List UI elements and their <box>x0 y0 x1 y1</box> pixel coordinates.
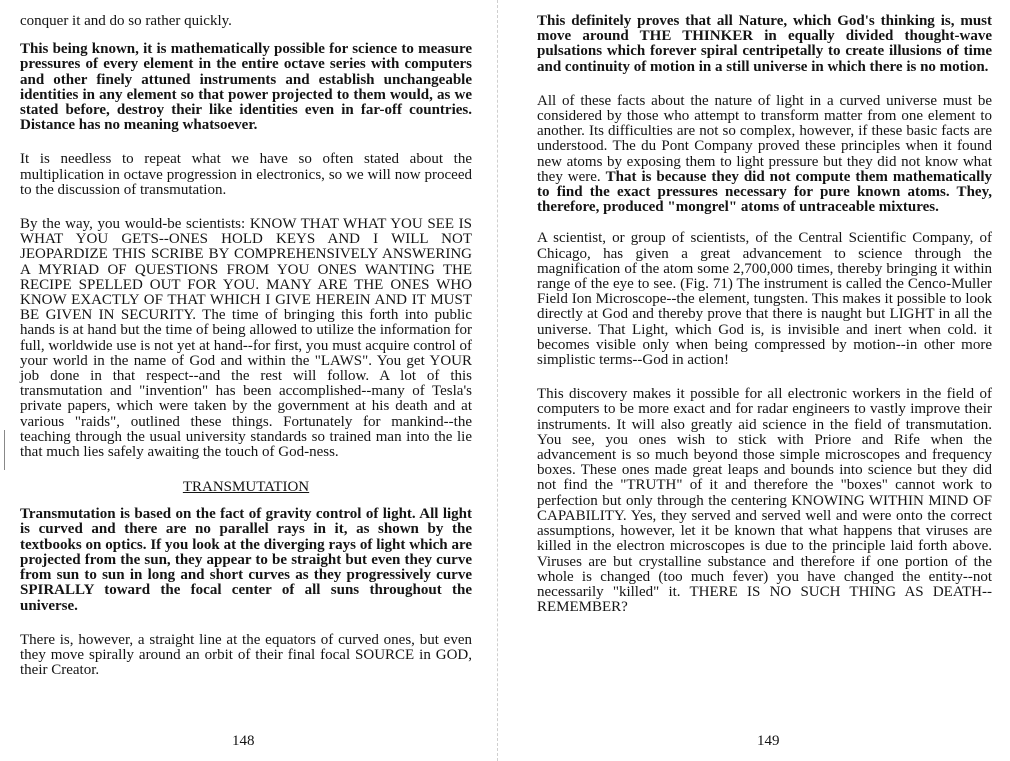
left-paragraph-2: This being known, it is mathematically possible for science to measure pressures of every element in the entire octave series with computers and other finely attuned instruments and establish unchangeable identities in any element so that power projected to them would, as we stated before, destroy their like identities even in far-off countries. Distance has no meaning whatsoever. <box>20 41 472 134</box>
left-page-number: 148 <box>232 733 255 749</box>
right-paragraph-3: A scientist, or group of scientists, of the Central Scientific Company, of Chicago, has given a great advancement to science through the magnification of the atom some 2,700,000 times, thereby bringing it within range of the eye to see. (Fig. 71) The instrument is called the Cenco-Muller Field Ion Microscope--the element, tungsten. This makes it possible to look directly at God and thereby prove that there is naught but LIGHT in all the universe. That Light, which God is, is invisible and inert when cold. it becomes visible only when being compressed by motion--in other more simplistic terms--God in action! <box>537 230 992 369</box>
right-paragraph-1: This definitely proves that all Nature, which God's thinking is, must move around THE THINKER in equally divided thought-wave pulsations which forever spiral centripetally to create illusions of time and continuity of motion in a still universe in which there is no motion. <box>537 13 992 75</box>
left-paragraph-6: There is, however, a straight line at the equators of curved ones, but even they move spirally around an orbit of their final focal SOURCE in GOD, their Creator. <box>20 631 472 679</box>
left-paragraph-5: Transmutation is based on the fact of gravity control of light. All light is curved and there are no parallel rays in it, as shown by the textbooks on optics. If you look at the diverging rays of light which are projected from the sun, they appear to be straight but even they curve from sun to sun in long and short curves as they progressively curve SPIRALLY toward the focal center of all suns throughout the universe. <box>20 506 472 614</box>
left-paragraph-4: By the way, you would-be scientists: KNOW THAT WHAT YOU SEE IS WHAT YOU GETS--ONES HOLD KEYS AND I WILL NOT JEOPARDIZE THIS SCRIBE BY COMPREHENSIVELY ANSWERING A MYRIAD OF QUESTIONS FROM YOU ONES WANTING THE RECIPE SPELLED OUT FOR YOU. MANY ARE THE ONES WHO KNOW EXACTLY OF THAT WHICH I GIVE HEREIN AND IT MUST BE GIVEN IN SECURITY. The time of bringing this forth into public hands is at hand but the time of being allowed to utilize the information for full, worldwide use is not yet at hand--for first, you must acquire control of your world in the name of God and within the "LAWS". You get YOUR job done in that respect--and the rest will follow. A lot of this transmutation and "invention" has been accomplished--many of Tesla's private papers, which were taken by the government at his death and at various "raids", outlined these things. Fortunately for mankind--the teaching through the usual university standards so trained man into the lie that much lies safely awaiting the touch of God-ness. <box>20 216 472 461</box>
left-page <box>20 14 472 697</box>
right-paragraph-4: This discovery makes it possible for all electronic workers in the field of computers to be more exact and for radar engineers to vastly improve their instruments. It will also greatly aid science in the field of transmutation. You see, you ones wish to stick with Priore and Rife when the advancement is so much beyond those simple microscopes and frequency boxes. These ones made great leaps and bounds into science but they did not find the "TRUTH" of it and therefore the "boxes" cannot work to perfection but only through the centering KNOWING WITHIN MIND OF CAPABILITY. Yes, they served and served well and were onto the correct assumptions, however, let it be known that what happens that viruses are killed in the electron microscopes is due to the principle laid forth above. Viruses are but crystalline substance and therefore if one portion of the whole is changed (too much fever) you have changed the entity--not necessarily "killed" it. THERE IS NO SUCH THING AS DEATH--REMEMBER? <box>537 386 992 616</box>
left-paragraph-1: conquer it and do so rather quickly. <box>20 13 232 29</box>
right-paragraph-2-bold: That is because they did not compute them mathematically to find the exact pressures necessary for pure known atoms. They, therefore, produced "mongrel" atoms of untraceable mixtures. <box>537 168 993 216</box>
right-paragraph-2-normal: All of these facts about the nature of light in a curved universe must be considered by those who attempt to transform matter from one element to another. Its difficulties are not so complex, however, if these basic facts are understood. The du Pont Company proved these principles when it found new atoms by exposing them to light pressure but they did not know what they were. <box>537 92 992 185</box>
section-heading: TRANSMUTATION <box>182 479 310 496</box>
left-paragraph-3: It is needless to repeat what we have so often stated about the multiplication in octave progression in electronics, so we will now proceed to the discussion of transmutation. <box>20 151 472 198</box>
right-page <box>537 14 992 634</box>
right-paragraph-2 <box>537 94 992 216</box>
margin-mark <box>4 430 5 470</box>
page-gutter <box>497 0 498 761</box>
right-page-number: 149 <box>757 733 780 749</box>
